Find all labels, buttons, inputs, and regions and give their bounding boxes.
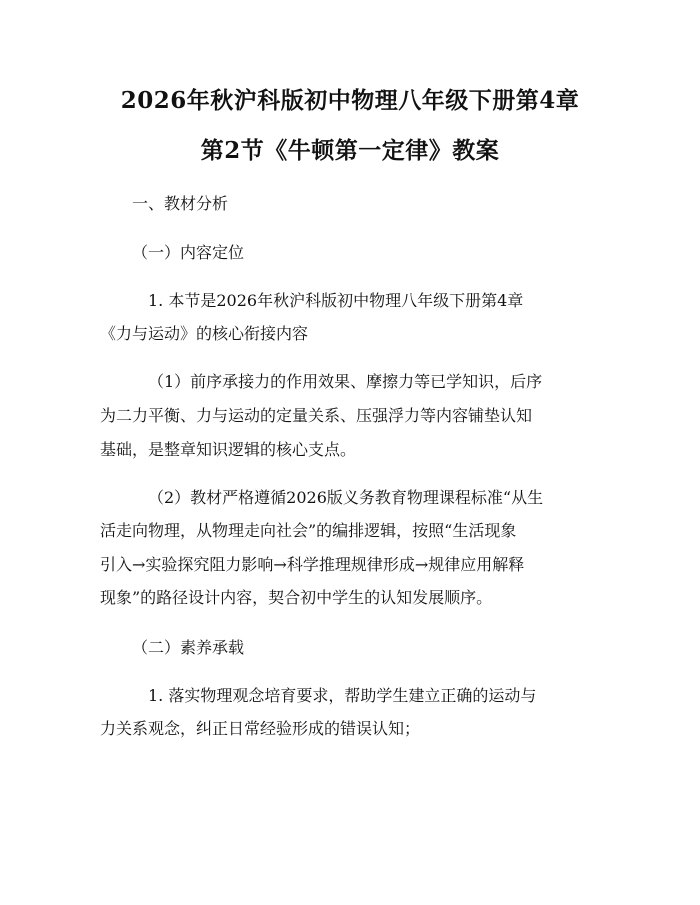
- paragraph-1-line-2: 为二力平衡、力与运动的定量关系、压强浮力等内容铺垫认知: [100, 406, 533, 425]
- paragraph-1-line-1: （1）前序承接力的作用效果、摩擦力等已学知识，后序: [148, 372, 543, 391]
- item-1-line-2: 《力与运动》的核心衔接内容: [100, 324, 309, 343]
- paragraph-2-line-4: 现象”的路径设计内容，契合初中学生的认知发展顺序。: [100, 588, 493, 607]
- item-1-line-1: 1. 本节是2026年秋沪科版初中物理八年级下册第4章: [148, 291, 524, 310]
- paragraph-2-line-3: 引入→实验探究阻力影响→科学推理规律形成→规律应用解释: [100, 555, 525, 574]
- paragraph-1-line-3: 基础，是整章知识逻辑的核心支点。: [100, 440, 357, 459]
- paragraph-2-line-2: 活走向物理，从物理走向社会”的编排逻辑，按照“生活现象: [100, 521, 517, 540]
- document-title-line-2: 第2节《牛顿第一定律》教案: [200, 137, 500, 164]
- subsection-heading-content-positioning: （一）内容定位: [132, 243, 245, 262]
- paragraph-2-line-1: （2）教材严格遵循2026版义务教育物理课程标准“从生: [148, 488, 544, 507]
- item-2-line-2: 力关系观念，纠正日常经验形成的错误认知；: [100, 719, 421, 738]
- document-title-line-1: 2026年秋沪科版初中物理八年级下册第4章: [120, 87, 580, 114]
- section-heading-teaching-material-analysis: 一、教材分析: [132, 194, 229, 213]
- item-2-line-1: 1. 落实物理观念培育要求，帮助学生建立正确的运动与: [148, 686, 537, 705]
- subsection-heading-literacy-bearing: （二）素养承载: [132, 638, 245, 657]
